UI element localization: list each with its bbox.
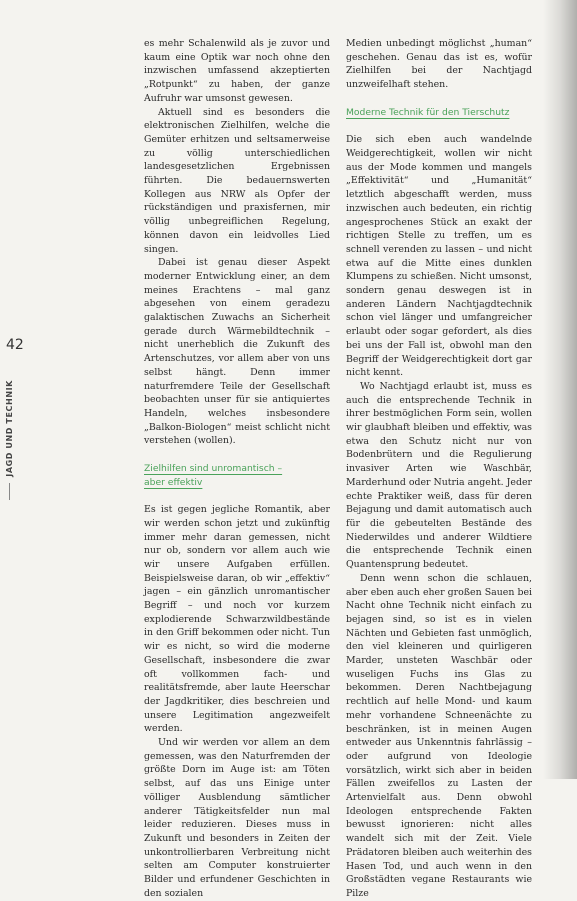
paragraph: Dabei ist genau dieser Aspekt moderner Entwicklung einer, an dem meines Erachtens – mal ganz abgesehen von einem geradezu galaktischen Zuwachs an Sicherheit gerade durch Wärmebildtechnik – nicht unerheblich die Zukunft des Artenschutzes, vor allem aber von uns selbst hängt. Denn immer naturfremdere Teile der Gesellschaft beobachten unser für sie antiquiertes Handeln, welches insbesondere „Balkon-Biologen“ meist schlicht nicht verstehen (wollen). (144, 257, 330, 447)
side-label-rule (9, 483, 10, 500)
section-heading-line: Zielhilfen sind unromantisch – (144, 463, 283, 475)
paragraph: Die sich eben auch wandelnde Weidgerechtigkeit, wollen wir nicht aus der Mode kommen und mangels „Effektivität“ und „Humanität“ letztlich abgeschafft werden, muss inzwischen auch bedeuten, ein richtig angesprochenes Stück an exakt der richtigen Stelle zu treffen, um es schnell verenden zu lassen – und nicht etwa auf die Mitte eines dunklen Klumpens zu schießen. Nicht umsonst, sondern genau deswegen ist in anderen Ländern Nachtjagdtechnik schon viel länger und umfangreicher erlaubt oder sogar gefordert, als dies bei uns der Fall ist, obwohl man den Begriff der Weidgerechtigkeit dort gar nicht kennt. (346, 134, 532, 379)
paragraph: Denn wenn schon die schlauen, aber eben auch eher großen Sauen bei Nacht ohne Technik nicht einfach zu bejagen sind, so ist es in vielen Nächten und Gebieten fast unmöglich, den viel kleineren und quirligeren Marder, unsteten Waschbär oder wuseligen Fuchs ins Glas zu bekommen. Deren Nachtbejagung rechtlich auf helle Mond- und kaum mehr vorhandene Schneenächte zu beschränken, ist in meinen Augen entweder aus Unkenntnis fahrlässig – oder aufgrund von Ideologie vorsätzlich, wirkt sich aber in beiden Fällen zweifellos zu Lasten der Artenvielfalt aus. Denn obwohl Ideologen entsprechende Fakten bewusst ignorieren: nicht alles wandelt sich mit der Zeit. Viele Prädatoren bleiben auch weiterhin des Hasen Tod, und auch wenn in den Großstädten vegane Restaurants wie Pilze (346, 572, 532, 899)
page-number: 42 (6, 337, 24, 353)
section-heading (144, 462, 330, 489)
right-column (346, 37, 532, 901)
paragraph: Medien unbedingt möglichst „human“ geschehen. Genau das ist es, wofür Zielhilfen bei der Nachtjagd unzweifelhaft stehen. (346, 38, 532, 91)
left-column (144, 37, 330, 900)
paragraph: Und wir werden vor allem an dem gemessen, was den Naturfremden der größte Dorn im Auge ist: am Töten selbst, auf das uns Einige unter völliger Ausblendung sämtlicher anderer Tätigkeitsfelder nun mal leider reduzieren. Dieses muss in Zukunft und besonders in Zeiten der unkontrollierbaren Verbreitung nicht selten am Computer konstruierter Bilder und erfundener Geschichten in den sozialen (144, 737, 330, 899)
section-side-label (2, 380, 16, 500)
paragraph: es mehr Schalenwild als je zuvor und kaum eine Optik war noch ohne den inzwischen umfassend akzeptierten „Rotpunkt“ zu haben, der ganze Aufruhr war umsonst gewesen. (144, 38, 330, 104)
side-label-text: JAGD UND TECHNIK (4, 380, 14, 477)
section-heading (346, 106, 532, 120)
section-heading-line: aber effektiv (144, 476, 203, 488)
paragraph: Es ist gegen jegliche Romantik, aber wir werden schon jetzt und zukünftig immer mehr daran gemessen, nicht nur ob, sondern vor allem auch wie wir unsere Aufgaben erfüllen. Beispielsweise daran, ob wir „effektiv“ jagen – ein gänzlich unromantischer Begriff – und noch vor kurzem explodierende Schwarzwildbestände in den Griff bekommen oder nicht. Tun wir es nicht, so wird die moderne Gesellschaft, insbesondere die zwar oft vollkommen fach- und realitätsfremde, aber laute Heerschar der Jagdkritiker, dies beschreien und unsere Legitimation angezweifelt werden. (144, 504, 330, 735)
paragraph: Aktuell sind es besonders die elektronischen Zielhilfen, welche die Gemüter erhitzen und seltsamerweise zu völlig unterschiedlichen landesgesetzlichen Ergebnissen führten. Die bedauernswerten Kollegen aus NRW als Opfer der rückständigen und praxisfernen, mir völlig unbegreiflichen Regelung, können davon ein leidvolles Lied singen. (144, 106, 330, 255)
page-fold-shadow (543, 0, 577, 779)
paragraph: Wo Nachtjagd erlaubt ist, muss es auch die entsprechende Technik in ihrer bestmöglichen Form sein, wollen wir glaubhaft bleiben und effektiv, was etwa den Schutz nicht nur von Bodenbrütern und die Regulierung invasiver Arten wie Waschbär, Marderhund oder Nutria angeht. Jeder echte Praktiker weiß, dass für deren Bejagung und damit automatisch auch für die gebeutelten Bestände des Niederwildes und anderer Wildtiere die entsprechende Technik einen Quantensprung bedeutet. (346, 380, 532, 571)
section-heading-text: Moderne Technik für den Tierschutz (346, 106, 510, 118)
